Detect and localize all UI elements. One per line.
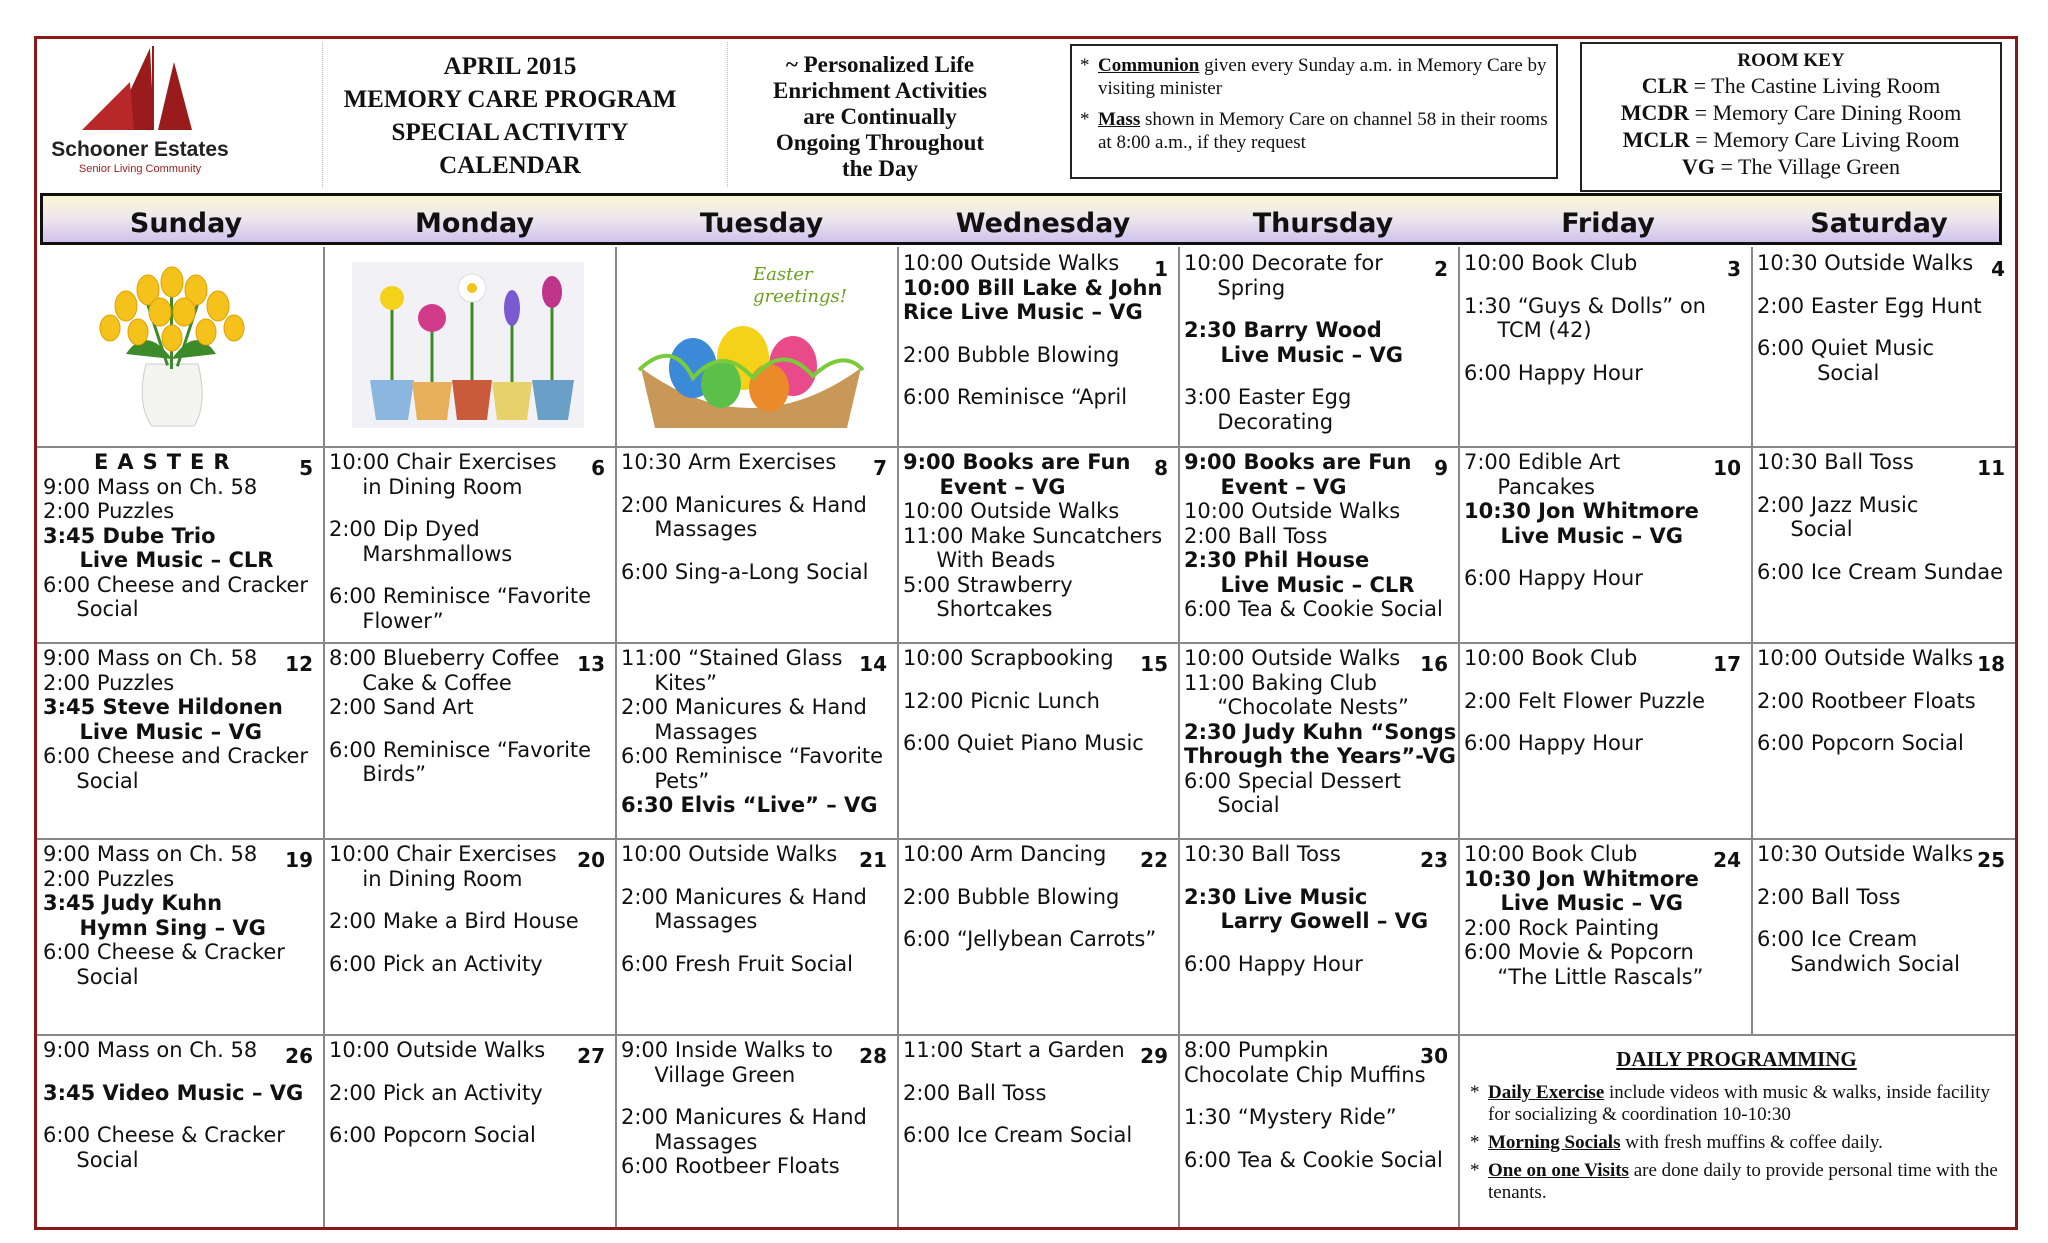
day-number: 1 (1154, 257, 1168, 281)
room-desc: = Memory Care Living Room (1689, 127, 1960, 152)
day-number: 30 (1420, 1044, 1448, 1068)
activity-item: 6:00 Popcorn Social (329, 1123, 536, 1147)
holiday-label: EASTER (94, 450, 239, 474)
activity-item: 6:00 Ice Cream Social (903, 1123, 1133, 1147)
activity-item: 6:00 Cheese & Cracker Social (43, 1123, 285, 1172)
day-number: 23 (1420, 848, 1448, 872)
day-cell (1180, 646, 1456, 836)
room-desc: = The Castine Living Room (1688, 73, 1941, 98)
day-cell (899, 1038, 1176, 1225)
day-cell (899, 842, 1176, 1032)
activity-item: 2:00 Bubble Blowing (903, 884, 1120, 909)
activity-item: 3:45 Judy Kuhn Hymn Sing – VG (43, 891, 266, 940)
activity-item: 6:00 Reminisce “April (903, 385, 1128, 409)
title-line: APRIL 2015 (443, 53, 577, 80)
activity-item: 9:00 Mass on Ch. 58 (43, 474, 258, 499)
activity-item: 2:00 Manicures & Hand Massages (621, 1105, 867, 1154)
easter-greetings-text: Easter greetings! (753, 264, 848, 307)
day-cell (1180, 842, 1456, 1032)
daily-key: One on one Visits (1488, 1160, 1629, 1181)
activity-item: 2:00 Puzzles (43, 499, 175, 523)
day-number: 2 (1434, 257, 1448, 281)
activity-item: 10:00 Book Club (1464, 646, 1638, 670)
day-number: 4 (1991, 257, 2005, 281)
activity-item: 2:30 Live Music Larry Gowell – VG (1184, 884, 1429, 933)
day-cell (325, 1038, 613, 1225)
day-number: 14 (859, 652, 887, 676)
room-code: MCDR (1620, 100, 1690, 125)
grid-row-line (37, 1034, 2015, 1036)
day-cell (899, 646, 1176, 836)
room-code: MCLR (1622, 127, 1690, 152)
day-number: 5 (299, 456, 313, 480)
day-name-tuesday: Tuesday (699, 208, 824, 239)
activity-item: 2:00 Rock Painting (1464, 915, 1660, 940)
daily-programming (1464, 1048, 2009, 1210)
activity-item: 6:00 Quiet Piano Music (903, 731, 1144, 755)
activity-item: 6:00 Quiet Music Social (1757, 336, 1935, 385)
activity-item: 2:00 Rootbeer Floats (1757, 688, 1976, 713)
activity-item: 9:00 Mass on Ch. 58 (43, 842, 258, 866)
enrichment-tagline (735, 52, 1025, 182)
note-text: shown in Memory Care on channel 58 in their rooms at 8:00 a.m., if they request (1098, 109, 1548, 153)
day-cell (325, 450, 613, 640)
room-key-item (1582, 153, 2000, 180)
day-number: 28 (859, 1044, 887, 1068)
activity-item: 2:00 Make a Bird House (329, 909, 579, 933)
activity-item: 9:00 Books are Fun Event – VG (903, 450, 1131, 499)
activity-item: 1:30 “Mystery Ride” (1184, 1105, 1397, 1129)
activity-item: 11:00 Baking Club “Chocolate Nests” (1184, 670, 1409, 719)
activity-item: 11:00 “Stained Glass Kites” (621, 646, 843, 695)
room-key (1580, 42, 2002, 192)
logo (42, 42, 238, 182)
day-number: 10 (1713, 456, 1741, 480)
activity-item: 2:00 Dip Dyed Marshmallows (329, 517, 513, 566)
activity-item: 10:00 Bill Lake & John Rice Live Music – VG (903, 275, 1163, 324)
title-line: MEMORY CARE PROGRAM (343, 86, 677, 113)
activity-item: 6:00 Cheese and Cracker Social (43, 744, 309, 793)
activity-item: 10:30 Ball Toss (1757, 450, 1914, 474)
activity-item: 10:00 Outside Walks (1184, 646, 1401, 670)
day-cell (899, 251, 1176, 444)
day-number: 20 (577, 848, 605, 872)
day-cell (1753, 251, 2013, 444)
activity-item: 7:00 Edible Art Pancakes (1464, 450, 1621, 499)
activity-item: 6:00 Ice Cream Sundae (1757, 559, 2003, 584)
activity-item: 10:30 Outside Walks (1757, 842, 1974, 866)
daily-bullet: * (1470, 1082, 1480, 1103)
day-cell (1753, 646, 2013, 836)
day-cell (617, 842, 895, 1032)
activity-item: 2:00 Easter Egg Hunt (1757, 293, 1982, 318)
activity-item: 5:00 Strawberry Shortcakes (903, 572, 1073, 621)
note-key: Mass (1098, 109, 1141, 130)
activity-item: 6:00 Happy Hour (1464, 566, 1643, 590)
activity-item: 3:45 Video Music – VG (43, 1080, 304, 1105)
activity-item: 10:00 Outside Walks (903, 499, 1120, 523)
day-number: 17 (1713, 652, 1741, 676)
sailboat-logo-icon (42, 42, 238, 138)
activity-item: 10:30 Ball Toss (1184, 842, 1341, 866)
day-cell (1460, 646, 1749, 836)
daily-item (1464, 1082, 2009, 1126)
activity-item: 8:00 Pumpkin Chocolate Chip Muffins (1184, 1038, 1426, 1087)
day-cell (39, 1038, 321, 1225)
day-cell (325, 646, 613, 836)
daily-item (1464, 1132, 2009, 1154)
day-cell (1180, 251, 1456, 444)
note-text: given every Sunday a.m. in Memory Care by visiting minister (1098, 55, 1547, 99)
day-cell (1753, 450, 2013, 640)
activity-item: 6:00 Cheese and Cracker Social (43, 572, 309, 621)
activity-item: 11:00 Start a Garden (903, 1038, 1125, 1062)
activity-item: 6:00 Ice Cream Sandwich Social (1757, 927, 1961, 976)
activity-item: 10:30 Jon Whitmore Live Music – VG (1464, 866, 1699, 915)
activity-item: 10:30 Outside Walks (1757, 251, 1974, 275)
day-number: 11 (1977, 456, 2005, 480)
room-key-item (1582, 72, 2000, 99)
note-bullet: * (1080, 55, 1090, 76)
day-name-thursday: Thursday (1252, 208, 1394, 239)
room-code: CLR (1641, 73, 1689, 98)
day-cell (1460, 450, 1749, 640)
activity-item: 6:00 Happy Hour (1464, 731, 1643, 755)
activity-item: 10:00 Scrapbooking (903, 646, 1114, 670)
day-number: 6 (591, 456, 605, 480)
day-number: 22 (1140, 848, 1168, 872)
day-number: 25 (1977, 848, 2005, 872)
title-line: SPECIAL ACTIVITY (391, 119, 629, 146)
day-cell (39, 646, 321, 836)
activity-item: 2:00 Ball Toss (1184, 523, 1328, 548)
day-name-wednesday: Wednesday (955, 208, 1131, 239)
activity-item: 6:00 Reminisce “Favorite Pets” (621, 744, 884, 793)
activity-item: 2:00 Manicures & Hand Massages (621, 695, 867, 744)
daily-programming-title: DAILY PROGRAMMING (1616, 1047, 1857, 1071)
activity-item: 10:00 Outside Walks (621, 842, 838, 866)
note-bullet: * (1080, 109, 1090, 130)
activity-item: 6:00 Rootbeer Floats (621, 1154, 840, 1178)
activity-item: 6:00 Popcorn Social (1757, 731, 1964, 755)
header-divider (727, 42, 728, 187)
activity-item: 10:00 Decorate for Spring (1184, 251, 1383, 300)
activity-item: 6:00 Sing-a-Long Social (621, 559, 869, 584)
activity-item: 2:00 Pick an Activity (329, 1080, 543, 1105)
tulips-vase-image (86, 254, 258, 432)
day-number: 27 (577, 1044, 605, 1068)
calendar-title (300, 50, 720, 182)
activity-item: 6:00 Pick an Activity (329, 951, 543, 976)
day-number: 21 (859, 848, 887, 872)
day-header-bar (40, 193, 2002, 245)
activity-item: 6:00 Movie & Popcorn “The Little Rascals” (1464, 940, 1704, 989)
logo-tagline: Senior Living Community (78, 163, 202, 175)
activity-item: 11:00 Make Suncatchers With Beads (903, 523, 1163, 572)
activity-item: 6:00 Reminisce “Favorite Flower” (329, 584, 592, 633)
day-cell (325, 842, 613, 1032)
activity-item: 10:00 Outside Walks (1184, 499, 1401, 523)
daily-text: include videos with music & walks, inside facility for socializing & coordination 10-10:30 (1488, 1082, 1991, 1125)
activity-item: 2:00 Felt Flower Puzzle (1464, 688, 1705, 713)
activity-item: 2:30 Phil House Live Music – CLR (1184, 548, 1415, 597)
activity-item: 6:00 “Jellybean Carrots” (903, 927, 1157, 951)
activity-item: 10:30 Arm Exercises (621, 450, 837, 474)
room-desc: = Memory Care Dining Room (1689, 100, 1962, 125)
day-name-monday: Monday (415, 208, 534, 239)
activity-item: 6:30 Elvis “Live” – VG (621, 793, 878, 817)
easter-greetings-image (633, 258, 869, 434)
day-name-sunday: Sunday (129, 208, 243, 239)
daily-bullet: * (1470, 1132, 1480, 1153)
activity-item: 3:45 Steve Hildonen Live Music – VG (43, 695, 283, 744)
day-number: 26 (285, 1044, 313, 1068)
daily-text: with fresh muffins & coffee daily. (1620, 1132, 1883, 1153)
day-number: 15 (1140, 652, 1168, 676)
activity-item: 2:30 Judy Kuhn “Songs Through the Years”-VG (1184, 719, 1456, 768)
activity-item: 2:00 Sand Art (329, 695, 474, 719)
tagline-line: Ongoing Throughout (775, 130, 985, 155)
room-code: VG (1682, 154, 1715, 179)
activity-item: 2:00 Ball Toss (903, 1080, 1047, 1105)
notes-box (1070, 44, 1558, 179)
day-cell (899, 450, 1176, 640)
tagline-line: the Day (841, 156, 919, 181)
note-communion (1080, 54, 1548, 100)
activity-item: 10:00 Book Club (1464, 842, 1638, 866)
logo-name: Schooner Estates (51, 138, 229, 161)
activity-item: 2:00 Manicures & Hand Massages (621, 884, 867, 933)
day-cell (617, 450, 895, 640)
activity-item: 2:00 Puzzles (43, 670, 175, 695)
activity-item: 3:45 Dube Trio Live Music – CLR (43, 523, 274, 572)
daily-item (1464, 1160, 2009, 1204)
activity-item: 6:00 Tea & Cookie Social (1184, 1147, 1443, 1172)
activity-item: 10:00 Arm Dancing (903, 842, 1107, 866)
day-number: 12 (285, 652, 313, 676)
day-number: 13 (577, 652, 605, 676)
activity-item: 10:00 Outside Walks (1757, 646, 1974, 670)
day-number: 16 (1420, 652, 1448, 676)
day-name-friday: Friday (1561, 208, 1655, 239)
day-number: 18 (1977, 652, 2005, 676)
activity-item: 6:00 Special Dessert Social (1184, 768, 1401, 817)
day-number: 7 (873, 456, 887, 480)
grid-row-line (37, 446, 2015, 448)
day-cell (617, 1038, 895, 1225)
title-line: CALENDAR (439, 152, 581, 179)
activity-item: 2:00 Ball Toss (1757, 884, 1901, 909)
activity-item: 10:30 Jon Whitmore Live Music – VG (1464, 499, 1699, 548)
day-number: 29 (1140, 1044, 1168, 1068)
activity-item: 8:00 Blueberry Coffee Cake & Coffee (329, 646, 560, 695)
day-name-saturday: Saturday (1810, 208, 1948, 239)
day-cell (1180, 450, 1456, 640)
day-cell (1753, 842, 2013, 1032)
activity-item: 2:00 Puzzles (43, 866, 175, 891)
tagline-line: Enrichment Activities (773, 78, 987, 103)
activity-item: 9:00 Mass on Ch. 58 (43, 646, 258, 670)
activity-item: 6:00 Happy Hour (1184, 951, 1363, 976)
day-number: 3 (1727, 257, 1741, 281)
daily-bullet: * (1470, 1160, 1480, 1181)
day-cell (1460, 251, 1749, 444)
activity-item: 10:00 Outside Walks (903, 251, 1120, 275)
day-number: 24 (1713, 848, 1741, 872)
day-cell (617, 646, 895, 836)
activity-item: 12:00 Picnic Lunch (903, 688, 1100, 713)
activity-item: 6:00 Cheese & Cracker Social (43, 940, 285, 989)
tagline-line: are Continually (803, 104, 957, 129)
activity-item: 6:00 Fresh Fruit Social (621, 951, 853, 976)
day-number: 19 (285, 848, 313, 872)
note-mass (1080, 108, 1548, 154)
activity-item: 2:00 Manicures & Hand Massages (621, 492, 867, 541)
grid-row-line (37, 838, 2015, 840)
activity-item: 2:30 Barry Wood Live Music – VG (1184, 318, 1403, 367)
daily-text: are done daily to provide personal time with the tenants. (1488, 1160, 1998, 1203)
activity-item: 3:00 Easter Egg Decorating (1184, 385, 1352, 434)
room-key-item (1582, 99, 2000, 126)
activity-item: 6:00 Happy Hour (1464, 360, 1643, 385)
grid-row-line (37, 642, 2015, 644)
day-number: 8 (1154, 456, 1168, 480)
room-desc: = The Village Green (1715, 154, 1900, 179)
activity-item: 1:30 “Guys & Dolls” on TCM (42) (1464, 293, 1706, 342)
daily-key: Daily Exercise (1488, 1082, 1605, 1103)
room-key-item (1582, 126, 2000, 153)
room-key-title: ROOM KEY (1737, 50, 1845, 71)
day-number: 9 (1434, 456, 1448, 480)
activity-item: 9:00 Mass on Ch. 58 (43, 1038, 258, 1062)
activity-item: 2:00 Jazz Music Social (1757, 492, 1919, 541)
activity-item: 10:00 Book Club (1464, 251, 1638, 275)
day-cell (1460, 842, 1749, 1032)
activity-item: 9:00 Inside Walks to Village Green (621, 1038, 834, 1087)
note-key: Communion (1098, 55, 1200, 76)
activity-item: 10:00 Chair Exercises in Dining Room (329, 842, 557, 891)
daily-key: Morning Socials (1488, 1132, 1621, 1153)
activity-item: 10:00 Chair Exercises in Dining Room (329, 450, 557, 499)
flowerpots-image (352, 262, 584, 428)
activity-item: 6:00 Tea & Cookie Social (1184, 597, 1443, 621)
activity-item: 9:00 Books are Fun Event – VG (1184, 450, 1412, 499)
activity-item: 6:00 Reminisce “Favorite Birds” (329, 737, 592, 786)
day-cell (39, 842, 321, 1032)
activity-item: 10:00 Outside Walks (329, 1038, 546, 1062)
day-cell (39, 450, 321, 640)
tagline-line: ~ Personalized Life (785, 52, 975, 77)
activity-item: 2:00 Bubble Blowing (903, 342, 1120, 367)
day-cell (1180, 1038, 1456, 1225)
